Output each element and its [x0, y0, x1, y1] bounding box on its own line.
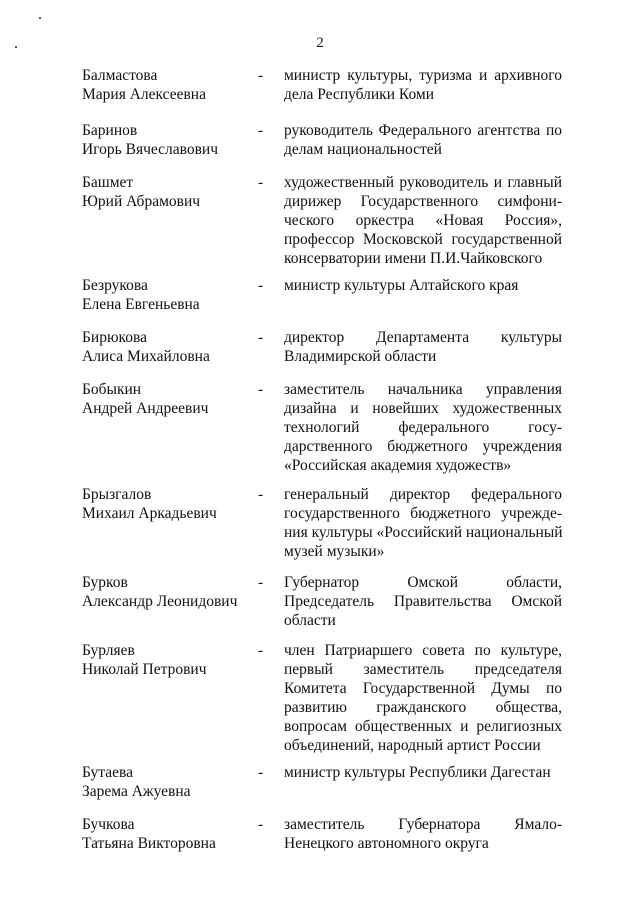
- person-position: [284, 485, 562, 561]
- position-line: государственного бюджетного учрежде-: [284, 505, 562, 522]
- person-name: [82, 328, 252, 366]
- person-name: [82, 641, 252, 679]
- person-position: [284, 641, 562, 755]
- position-line: развитию гражданского общества,: [284, 699, 562, 716]
- given-names: Юрий Абрамович: [82, 193, 201, 210]
- separator-dash: -: [258, 486, 264, 503]
- surname: Башмет: [82, 174, 134, 191]
- position-line: заместитель Губернатора Ямало-: [284, 816, 562, 833]
- person-name: [82, 573, 252, 611]
- separator-dash: -: [258, 67, 264, 84]
- surname: Бирюкова: [82, 329, 148, 346]
- position-line: области: [284, 612, 336, 629]
- position-line: дирижер Государственного симфони-: [284, 193, 562, 210]
- position-line: профессор Московской государственной: [284, 231, 562, 248]
- surname: Бобыкин: [82, 381, 142, 398]
- person-position: [284, 573, 562, 630]
- person-name: [82, 380, 252, 418]
- person-position: [284, 380, 562, 475]
- separator-dash: -: [258, 381, 264, 398]
- person-position: [284, 121, 562, 159]
- surname: Брызгалов: [82, 486, 152, 503]
- position-line: заместитель начальника управления: [284, 381, 562, 398]
- page-number: 2: [316, 35, 324, 51]
- given-names: Алиса Михайловна: [82, 348, 210, 365]
- position-line: делам национальностей: [284, 141, 442, 158]
- given-names: Игорь Вячеславович: [82, 141, 219, 158]
- separator-dash: -: [258, 816, 264, 833]
- given-names: Александр Леонидович: [82, 593, 238, 610]
- position-line: первый заместитель председателя: [284, 661, 562, 678]
- position-line: Губернатор Омской области,: [284, 574, 562, 591]
- person-name: [82, 173, 252, 211]
- position-line: консерватории имени П.И.Чайковского: [284, 250, 543, 267]
- separator-dash: -: [258, 642, 264, 659]
- person-name: [82, 276, 252, 314]
- person-position: [284, 66, 562, 104]
- position-line: ческого оркестра «Новая Россия»,: [284, 212, 562, 229]
- position-line: объединений, народный артист России: [284, 737, 541, 754]
- person-name: [82, 66, 252, 104]
- position-line: «Российская академия художеств»: [284, 457, 512, 474]
- surname: Бучкова: [82, 816, 135, 833]
- position-line: генеральный директор федерального: [284, 486, 562, 503]
- position-line: художественный руководитель и главный: [284, 174, 562, 191]
- position-line: министр культуры, туризма и архивного: [284, 67, 562, 84]
- position-line: министр культуры Алтайского края: [284, 277, 519, 294]
- position-line: вопросам общественных и религиозных: [284, 718, 562, 735]
- surname: Безрукова: [82, 277, 148, 294]
- position-line: руководитель Федерального агентства по: [284, 122, 562, 139]
- person-name: [82, 485, 252, 523]
- position-line: директор Департамента культуры: [284, 329, 562, 346]
- separator-dash: -: [258, 277, 264, 294]
- given-names: Андрей Андреевич: [82, 400, 209, 417]
- position-line: министр культуры Республики Дагестан: [284, 764, 551, 781]
- surname: Баринов: [82, 122, 138, 139]
- position-line: Комитета Государственной Думы по: [284, 680, 562, 697]
- person-position: [284, 173, 562, 268]
- separator-dash: -: [258, 122, 264, 139]
- position-line: дела Республики Коми: [284, 86, 435, 103]
- person-position: [284, 276, 562, 295]
- surname: Бурляев: [82, 642, 135, 659]
- scan-speck: [39, 17, 41, 19]
- separator-dash: -: [258, 574, 264, 591]
- given-names: Николай Петрович: [82, 661, 207, 678]
- person-name: [82, 815, 252, 853]
- given-names: Михаил Аркадьевич: [82, 505, 217, 522]
- position-line: член Патриаршего совета по культуре,: [284, 642, 562, 659]
- surname: Бутаева: [82, 764, 133, 781]
- given-names: Зарема Ажуевна: [82, 783, 191, 800]
- person-position: [284, 328, 562, 366]
- surname: Бурков: [82, 574, 128, 591]
- given-names: Елена Евгеньевна: [82, 296, 200, 313]
- position-line: технологий федерального госу-: [284, 419, 562, 436]
- separator-dash: -: [258, 329, 264, 346]
- position-line: дизайна и новейших художественных: [284, 400, 562, 417]
- person-position: [284, 815, 562, 853]
- person-position: [284, 763, 562, 782]
- person-name: [82, 763, 252, 801]
- position-line: Ненецкого автономного округа: [284, 835, 489, 852]
- separator-dash: -: [258, 174, 264, 191]
- surname: Балмастова: [82, 67, 158, 84]
- position-line: Владимирской области: [284, 348, 437, 365]
- given-names: Мария Алексеевна: [82, 86, 206, 103]
- separator-dash: -: [258, 764, 264, 781]
- position-line: дарственного бюджетного учреждения: [284, 438, 562, 455]
- position-line: ния культуры «Российский национальный: [284, 524, 563, 541]
- position-line: Председатель Правительства Омской: [284, 593, 562, 610]
- position-line: музей музыки»: [284, 543, 385, 560]
- person-name: [82, 121, 252, 159]
- given-names: Татьяна Викторовна: [82, 835, 216, 852]
